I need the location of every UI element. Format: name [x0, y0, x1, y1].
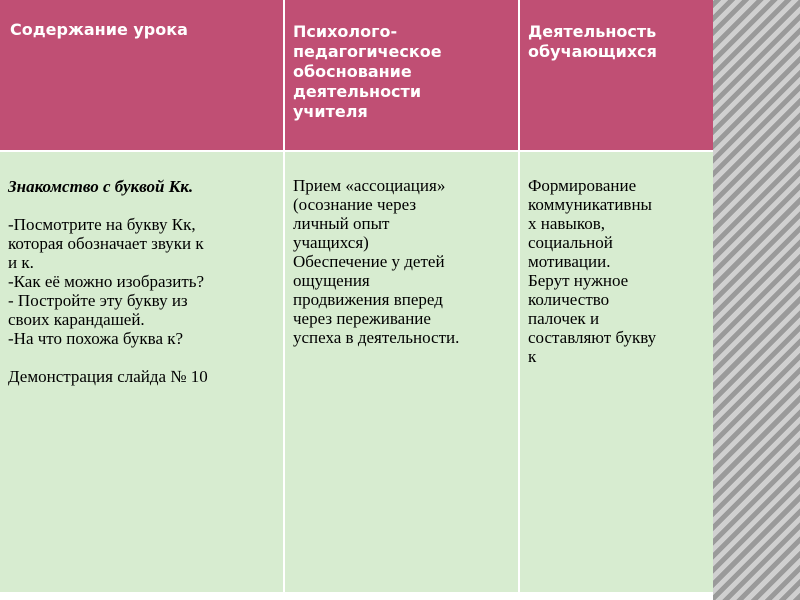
lesson-content-text: -Посмотрите на букву Кк, которая обозначает звуки к и к. -Как её можно изобразить? - Постройте эту букву из своих карандашей. -На что похожа буква к? Демонстрация слайда № 10 [8, 215, 208, 386]
student-activity-text: Формирование коммуникативны х навыков, социальной мотивации. Берут нужное количество палочек и составляют букву к [528, 176, 657, 366]
row-divider [0, 150, 713, 152]
lesson-content-heading: Знакомство с буквой Кк. [8, 177, 194, 196]
column-divider [283, 0, 285, 592]
decorative-stripes [713, 0, 800, 600]
psych-justification-text: Прием «ассоциация» (осознание через личный опыт учащихся) Обеспечение у детей ощущения продвижения вперед через переживание успеха в деятельности. [293, 176, 460, 347]
cell-lesson-content [0, 152, 283, 592]
header-lesson-content: Содержание урока [0, 0, 283, 150]
column-divider [518, 0, 520, 592]
header-student-activity: Деятельность обучающихся [520, 0, 713, 150]
cell-student-activity [520, 152, 713, 592]
cell-psych-justification [285, 152, 518, 592]
header-psych-justification: Психолого- педагогическое обоснование деятельности учителя [285, 0, 518, 150]
